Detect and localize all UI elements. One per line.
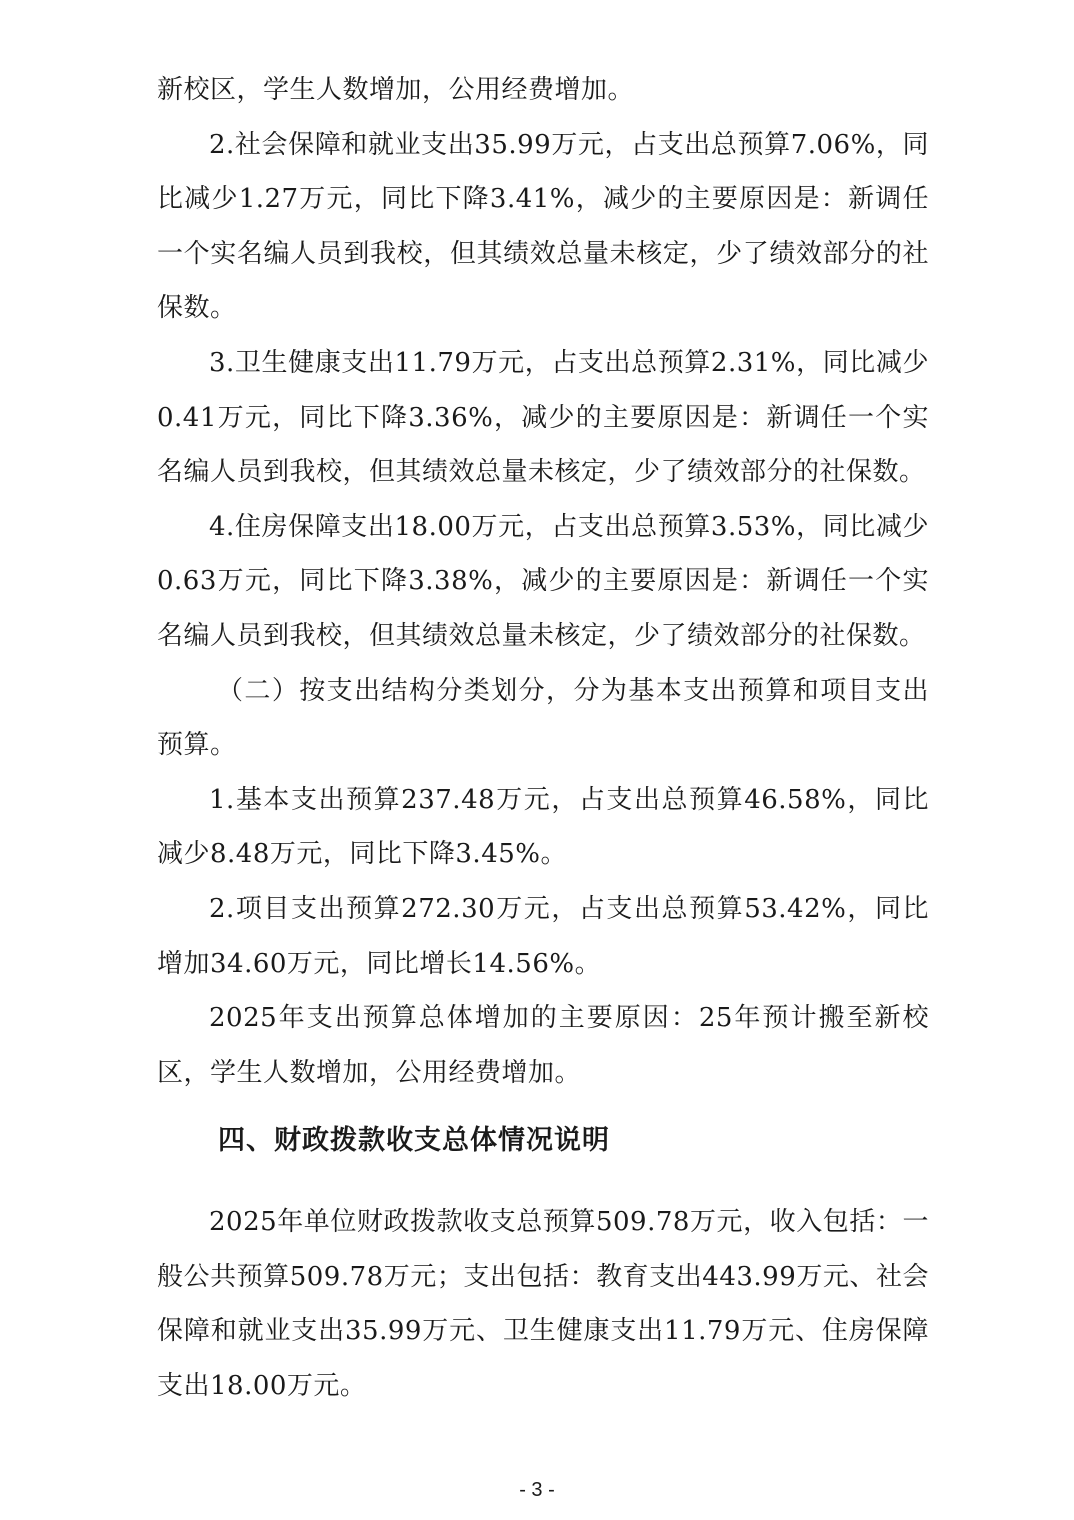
- paragraph-housing: 4.住房保障支出18.00万元，占支出总预算3.53%，同比减少0.63万元，同比下降3.38%，减少的主要原因是：新调任一个实名编人员到我校，但其绩效总量未核定，少了绩效部分的社保数。: [157, 511, 929, 651]
- paragraph-structure-classification: （二）按支出结构分类划分，分为基本支出预算和项目支出预算。: [157, 675, 929, 761]
- paragraph-social-security: 2.社会保障和就业支出35.99万元，占支出总预算7.06%，同比减少1.27万元，同比下降3.41%，减少的主要原因是：新调任一个实名编人员到我校，但其绩效总量未核定，少了绩效部分的社保数。: [157, 129, 929, 324]
- section-heading: 四、财政拨款收支总体情况说明: [218, 1125, 610, 1156]
- page-number: - 3 -: [519, 1479, 555, 1501]
- paragraph-basic-expenditure: 1.基本支出预算237.48万元，占支出总预算46.58%，同比减少8.48万元，同比下降3.45%。: [157, 784, 929, 870]
- paragraph-increase-reason: 2025年支出预算总体增加的主要原因：25年预计搬至新校区，学生人数增加，公用经费增加。: [157, 1003, 929, 1088]
- body-text-lower: [157, 1195, 929, 1413]
- paragraph-continuation: 新校区，学生人数增加，公用经费增加。: [157, 75, 635, 105]
- paragraph-project-expenditure: 2.项目支出预算272.30万元，占支出总预算53.42%，同比增加34.60万元，同比增长14.56%。: [157, 893, 929, 979]
- paragraph-health: 3.卫生健康支出11.79万元，占支出总预算2.31%，同比减少0.41万元，同比下降3.36%，减少的主要原因是：新调任一个实名编人员到我校，但其绩效总量未核定，少了绩效部分的社保数。: [157, 347, 929, 488]
- body-text-upper: [157, 63, 929, 1100]
- paragraph-fiscal-overview: 2025年单位财政拨款收支总预算509.78万元，收入包括：一般公共预算509.78万元；支出包括：教育支出443.99万元、社会保障和就业支出35.99万元、卫生健康支出11.79万元、住房保障支出18.00万元。: [157, 1207, 929, 1401]
